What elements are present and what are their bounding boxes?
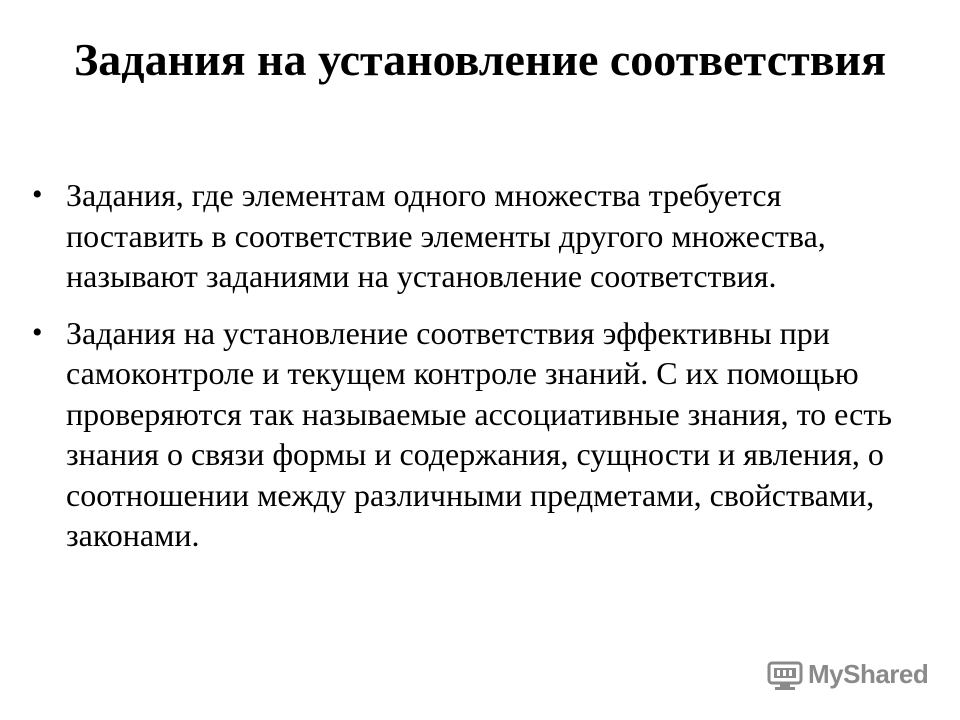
- watermark: [766, 656, 928, 692]
- bullet-text: Задания на установление соответствия эффективны при самоконтроле и текущем контроле знаний. С их помощью проверяются так называемые ассоциативные знания, то есть знания о связи формы и содержания, сущности и явления, о соотношении между различными предметами, свойствами, законами.: [66, 314, 892, 553]
- bullet-list: [30, 175, 920, 572]
- bullet-marker: •: [32, 315, 43, 349]
- mysharing-logo-icon: [766, 657, 804, 691]
- bullet-item-2: [30, 313, 920, 556]
- watermark-text: MyShared: [808, 658, 929, 689]
- bullet-item-1: [30, 175, 920, 297]
- slide-title: Задания на установление соответствия: [74, 34, 886, 85]
- bullet-text: Задания, где элементам одного множества требуется поставить в соответствие элементы другого множества, называют заданиями на установление соответствия.: [66, 177, 826, 294]
- bullet-marker: •: [32, 178, 43, 211]
